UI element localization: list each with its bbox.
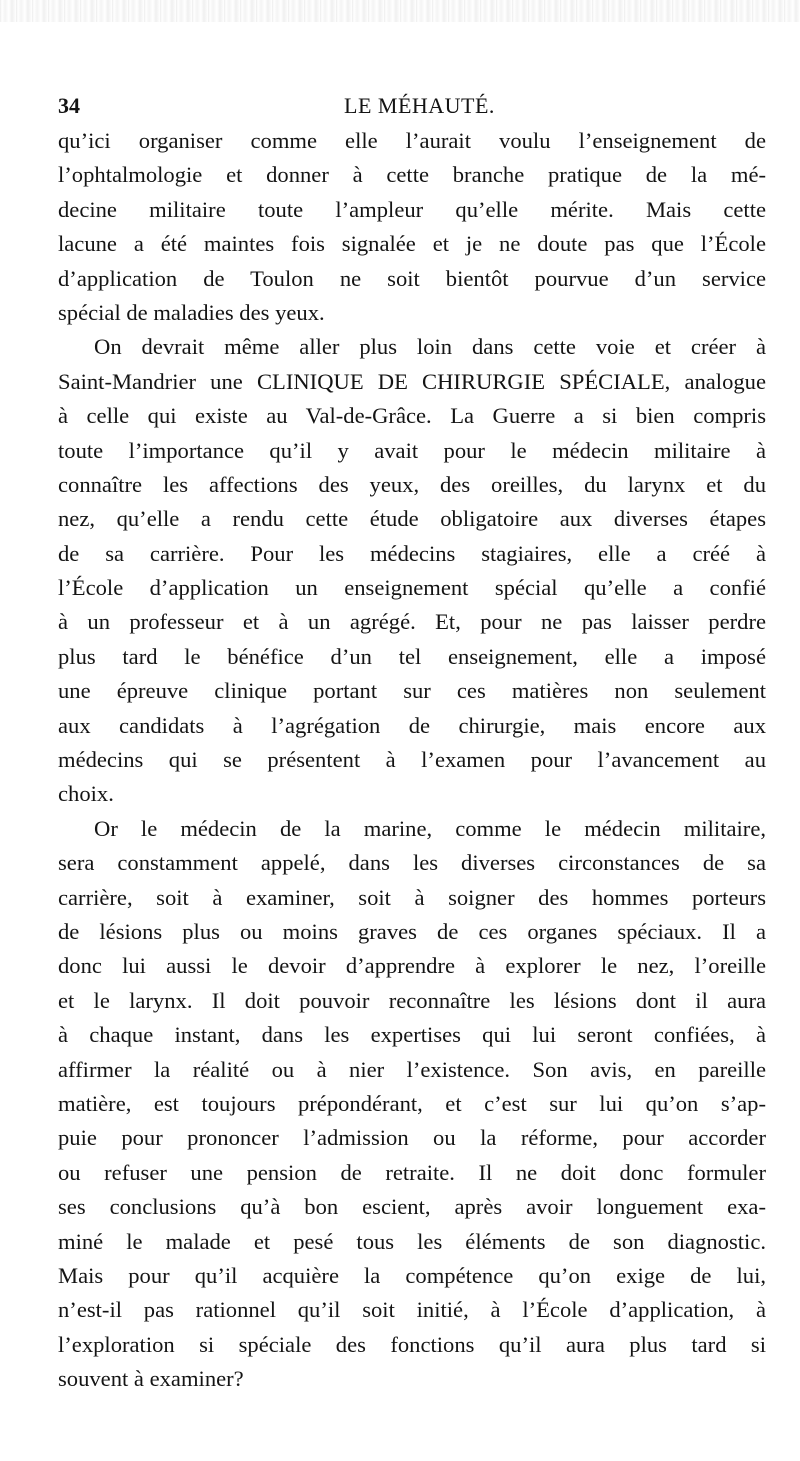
text-line: médecins qui se présentent à l’examen pour l’avancement au — [58, 747, 766, 773]
text-line: plus tard le bénéfice d’un tel enseignement, elle a imposé — [58, 643, 766, 669]
paragraph-end-line: spécial de maladies des yeux. — [58, 299, 325, 325]
text-line: de sa carrière. Pour les médecins stagiaires, elle a créé à — [58, 540, 766, 566]
text-line: aux candidats à l’agrégation de chirurgie, mais encore aux — [58, 712, 766, 738]
text-line: puie pour prononcer l’admission ou la réforme, pour accorder — [58, 1125, 766, 1151]
body-text — [58, 124, 766, 1396]
text-line: Mais pour qu’il acquière la compétence qu’on exige de lui, — [58, 1262, 766, 1288]
paragraph-end-line: souvent à examiner? — [58, 1366, 244, 1392]
text-line: qu’ici organiser comme elle l’aurait voulu l’enseignement de — [58, 128, 766, 153]
text-line: carrière, soit à examiner, soit à soigner des hommes porteurs — [58, 884, 766, 910]
text-line: à chaque instant, dans les expertises qui lui seront confiées, à — [58, 1022, 766, 1048]
text-line: l’École d’application un enseignement spécial qu’elle a confié — [58, 575, 766, 601]
text-line: une épreuve clinique portant sur ces matières non seulement — [58, 678, 766, 704]
text-line: nez, qu’elle a rendu cette étude obligatoire aux diverses étapes — [58, 506, 766, 532]
running-head: LE MÉHAUTÉ. — [344, 93, 495, 118]
scan-edge — [0, 0, 800, 22]
paragraph-end-line: choix. — [58, 781, 114, 807]
text-line: affirmer la réalité ou à nier l’existence. Son avis, en pareille — [58, 1056, 766, 1082]
text-line: toute l’importance qu’il y avait pour le médecin militaire à — [58, 437, 766, 463]
text-line: l’exploration si spéciale des fonctions qu’il aura plus tard si — [58, 1331, 766, 1357]
text-line: l’ophtalmologie et donner à cette branche pratique de la mé- — [58, 162, 766, 188]
text-line: sera constamment appelé, dans les diverses circonstances de sa — [58, 850, 766, 876]
text-line: Saint-Mandrier une CLINIQUE DE CHIRURGIE SPÉCIALE, analogue — [58, 368, 766, 394]
text-line: connaître les affections des yeux, des oreilles, du larynx et du — [58, 471, 766, 497]
page-header — [58, 90, 766, 122]
text-line: d’application de Toulon ne soit bientôt pourvue d’un service — [58, 265, 766, 291]
text-line: ses conclusions qu’à bon escient, après avoir longuement exa- — [58, 1194, 766, 1220]
text-line: miné le malade et pesé tous les éléments de son diagnostic. — [58, 1228, 766, 1254]
text-line: decine militaire toute l’ampleur qu’elle mérite. Mais cette — [58, 196, 766, 222]
text-line: ou refuser une pension de retraite. Il ne doit donc formuler — [58, 1159, 766, 1185]
text-line: matière, est toujours prépondérant, et c’est sur lui qu’on s’ap- — [58, 1090, 766, 1116]
text-line: donc lui aussi le devoir d’apprendre à explorer le nez, l’oreille — [58, 953, 766, 979]
text-line: n’est-il pas rationnel qu’il soit initié, à l’École d’application, à — [58, 1297, 766, 1323]
text-line: lacune a été maintes fois signalée et je ne doute pas que l’École — [58, 231, 766, 257]
text-line: et le larynx. Il doit pouvoir reconnaître les lésions dont il aura — [58, 987, 766, 1013]
text-line: à un professeur et à un agrégé. Et, pour ne pas laisser perdre — [58, 609, 766, 635]
page-number: 34 — [58, 93, 80, 118]
paragraph-start-line: On devrait même aller plus loin dans cette voie et créer à — [94, 334, 766, 360]
text-line: de lésions plus ou moins graves de ces organes spéciaux. Il a — [58, 918, 766, 944]
paragraph-start-line: Or le médecin de la marine, comme le médecin militaire, — [94, 815, 766, 841]
text-line: à celle qui existe au Val-de-Grâce. La Guerre a si bien compris — [58, 403, 766, 429]
